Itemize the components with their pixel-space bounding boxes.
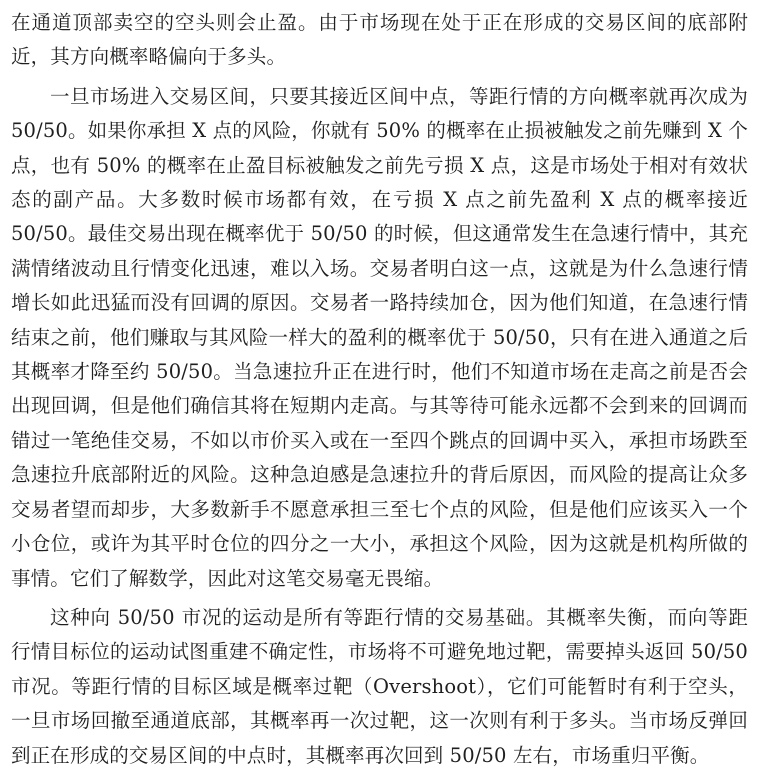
paragraph-measured-move: 这种向 50/50 市况的运动是所有等距行情的交易基础。其概率失衡，而向等距行情目标位的运动试图重建不确定性，市场将不可避免地过靶，需要掉头返回 50/50 市况。等距行情的目标区域是概率过靶（Overshoot），它们可能暂时有利于空头，一旦市场回撤至通道底部，其概率再一次过靶，这一次则有利于多头。当市场反弹回到正在形成的交易区间的中点时，其概率再次回到 50/50 左右，市场重归平衡。	[11, 605, 748, 767]
paragraph-probability: 一旦市场进入交易区间，只要其接近区间中点，等距行情的方向概率就再次成为 50/50。如果你承担 X 点的风险，你就有 50% 的概率在止损被触发之前先赚到 X 个点，也有 50% 的概率在止盈目标被触发之前先亏损 X 点，这是市场处于相对有效状态的副产品。大多数时候市场都有效，在亏损 X 点之前先盈利 X 点的概率接近 50/50。最佳交易出现在概率优于 50/50 的时候，但这通常发生在急速行情中，其充满情绪波动且行情变化迅速，难以入场。交易者明白这一点，这就是为什么急速行情增长如此迅猛而没有回调的原因。交易者一路持续加仓，因为他们知道，在急速行情结束之前，他们赚取与其风险一样大的盈利的概率优于 50/50，只有在进入通道之后其概率才降至约 50/50。当急速拉升正在进行时，他们不知道市场在走高之前是否会出现回调，但是他们确信其将在短期内走高。与其等待可能永远都不会到来的回调而错过一笔绝佳交易，不如以市价买入或在一至四个跳点的回调中买入，承担市场跌至急速拉升底部附近的风险。这种急迫感是急速拉升的背后原因，而风险的提高让众多交易者望而却步，大多数新手不愿意承担三至七个点的风险，但是他们应该买入一个小仓位，或许为其平时仓位的四分之一大小，承担这个风险，因为这就是机构所做的事情。它们了解数学，因此对这笔交易毫无畏缩。	[11, 84, 748, 590]
paragraph-continuation: 在通道顶部卖空的空头则会止盈。由于市场现在处于正在形成的交易区间的底部附近，其方向概率略偏向于多头。	[11, 11, 748, 69]
